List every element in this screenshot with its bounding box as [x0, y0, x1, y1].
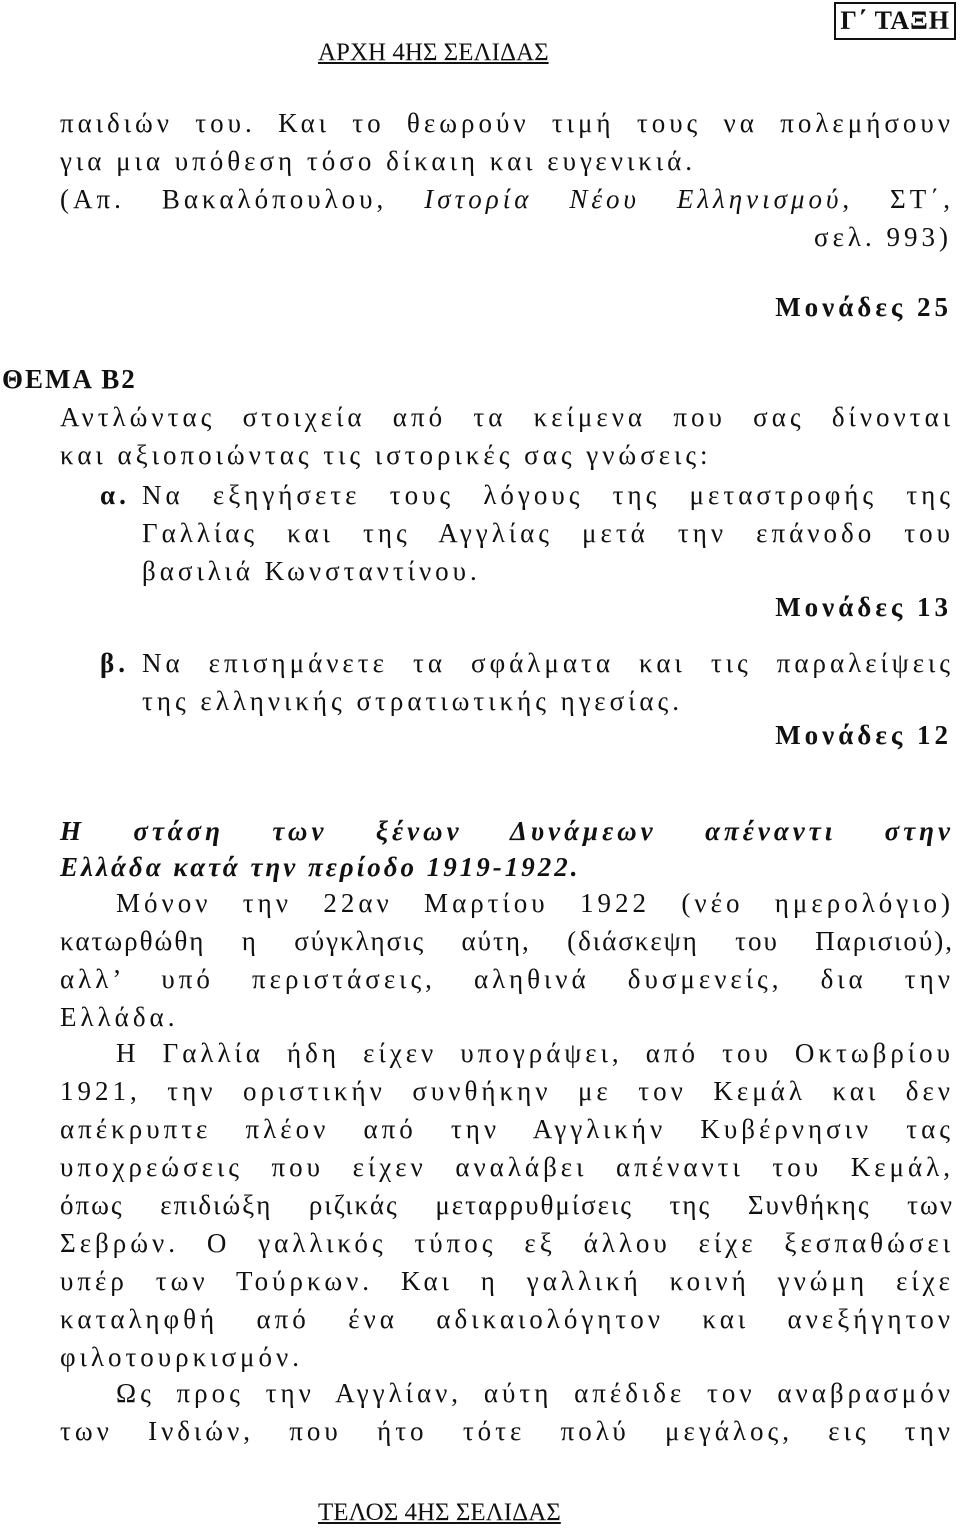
question-b-line-2: της ελληνικής στρατιωτικής ηγεσίας. — [142, 686, 683, 716]
page-start-label: ΑΡΧΗ 4ΗΣ ΣΕΛΙΔΑΣ — [318, 39, 549, 66]
question-a-line-3: βασιλιά Κωνσταντίνου. — [142, 556, 481, 586]
question-a-line-1: Να εξηγήσετε τους λόγους της μεταστροφής της — [142, 480, 954, 510]
passage-p2-line-5: όπως επιδιώξη ριζικάς μεταρρυθμίσεις της Συνθήκης των — [60, 1190, 954, 1220]
passage-p2-line-9: φιλοτουρκισμόν. — [60, 1342, 303, 1372]
passage-p3-line-2: των Ινδιών, που ήτο τότε πολύ μεγάλος, εις την — [60, 1416, 954, 1446]
passage-p2-line-2: 1921, την οριστικήν συνθήκην με τον Κεμάλ και δεν — [60, 1076, 954, 1106]
passage-p1-line-1: Μόνον την 22αν Μαρτίου 1922 (νέο ημερολόγιο) — [116, 888, 954, 918]
passage-p1-line-2: κατωρθώθη η σύγκλησις αύτη, (διάσκεψη του Παρισιού), — [60, 926, 954, 956]
source-line-1: παιδιών του. Και το θεωρούν τιμή τους να πολεμήσουν — [60, 108, 954, 138]
passage-p1-line-4: Ελλάδα. — [60, 1002, 179, 1032]
passage-p2-line-7: υπέρ των Τούρκων. Και η γαλλική κοινή γνώμη είχε — [60, 1266, 954, 1296]
score-25: Μονάδες 25 — [775, 292, 952, 322]
question-b-marker: β. — [100, 648, 129, 678]
passage-p2-line-6: Σεβρών. Ο γαλλικός τύπος εξ άλλου είχε ξεσπαθώσει — [60, 1228, 954, 1258]
score-12: Μονάδες 12 — [775, 720, 952, 750]
theme-b2-heading: ΘΕΜΑ Β2 — [2, 364, 137, 394]
source-line-2: για μια υπόθεση τόσο δίκαιη και ευγενικιά. — [60, 146, 696, 176]
page-end-label: ΤΕΛΟΣ 4ΗΣ ΣΕΛΙΔΑΣ — [318, 1499, 561, 1526]
passage-p2-line-1: Η Γαλλία ήδη είχεν υπογράψει, από του Οκτωβρίου — [116, 1038, 954, 1068]
question-a-marker: α. — [100, 480, 130, 510]
theme-intro-line-1: Αντλώντας στοιχεία από τα κείμενα που σας δίνονται — [60, 402, 954, 432]
passage-title-line-1: Η στάση των ξένων Δυνάμεων απέναντι στην — [60, 816, 954, 846]
passage-p3-line-1: Ως προς την Αγγλίαν, αύτη απέδιδε τον αναβρασμόν — [116, 1378, 954, 1408]
passage-p1-line-3: αλλ’ υπό περιστάσεις, αληθινά δυσμενείς, δια την — [60, 964, 954, 994]
source-citation-line-2: σελ. 993) — [814, 222, 952, 252]
book-title: Ιστορία Νέου Ελληνισμού — [424, 184, 843, 214]
passage-p2-line-4: υποχρεώσεις που είχεν αναλάβει απέναντι του Κεμάλ, — [60, 1152, 954, 1182]
passage-title-line-2: Ελλάδα κατά την περίοδο 1919-1922. — [60, 852, 581, 882]
class-label-box: Γ΄ ΤΑΞΗ — [834, 2, 956, 40]
score-13: Μονάδες 13 — [775, 592, 952, 622]
question-b-line-1: Να επισημάνετε τα σφάλματα και τις παραλείψεις — [142, 648, 954, 678]
passage-p2-line-3: απέκρυπτε πλέον από την Αγγλικήν Κυβέρνησιν τας — [60, 1114, 954, 1144]
passage-p2-line-8: καταληφθή από ένα αδικαιολόγητον και ανεξήγητον — [60, 1304, 954, 1334]
source-citation-line-1: (Απ. Βακαλόπουλου, Ιστορία Νέου Ελληνισμού, ΣΤ΄, — [60, 184, 954, 214]
question-a-line-2: Γαλλίας και της Αγγλίας μετά την επάνοδο του — [142, 518, 954, 548]
theme-intro-line-2: και αξιοποιώντας τις ιστορικές σας γνώσεις: — [60, 440, 712, 470]
